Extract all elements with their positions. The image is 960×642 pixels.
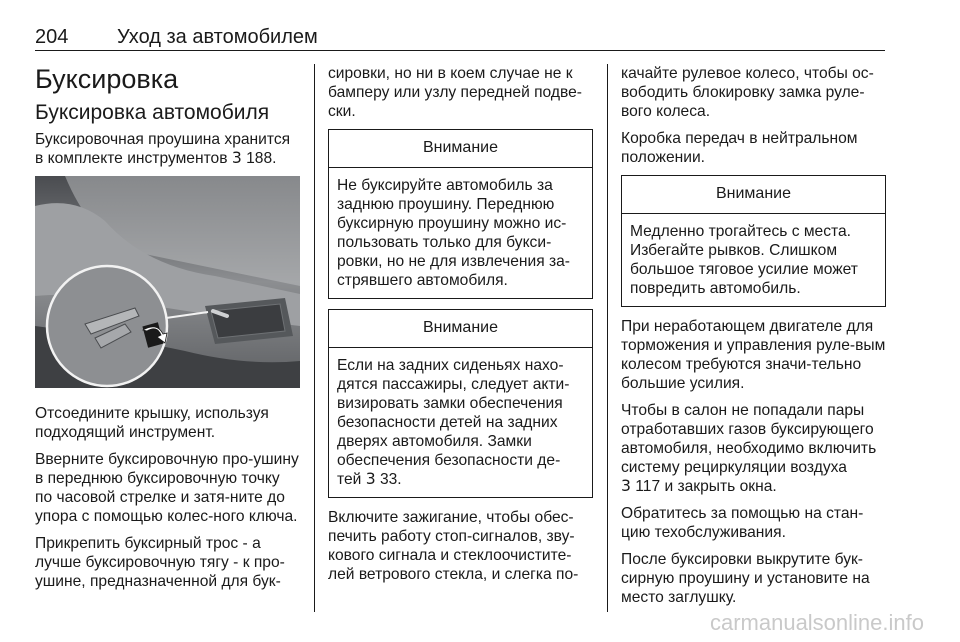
column-divider bbox=[607, 64, 608, 612]
column-right bbox=[621, 64, 886, 615]
paragraph: Вверните буксировочную про-ушину в переднюю буксировочную точку по часовой стрелке и затя-ните до упора с помощью колес-ного ключа. bbox=[35, 451, 299, 525]
paragraph: сировки, но ни в коем случае не к бамперу или узлу передней подве-ски. bbox=[328, 65, 582, 120]
warning-title: Внимание bbox=[329, 130, 592, 168]
warning-title: Внимание bbox=[622, 176, 885, 214]
page-number: 204 bbox=[35, 26, 69, 48]
intro-paragraph: Буксировочная проушина хранится в комплекте инструментов 3 188. bbox=[35, 131, 291, 167]
page-ref-arrow-icon: 3 bbox=[231, 149, 242, 167]
warning-body: Если на задних сиденьях нахо-дятся пассажиры, следует акти-визировать замки обеспечения безопасности детей на задних дверях автомобиля. Замки обеспечения безопасности де-тей 3 33. bbox=[337, 357, 570, 488]
warning-box bbox=[621, 175, 886, 307]
warning-box bbox=[328, 309, 593, 498]
warning-body: Медленно трогайтесь с места. Избегайте рывков. Слишком большое тяговое усилие может повредить автомобиль. bbox=[630, 223, 858, 297]
column-left bbox=[35, 64, 300, 599]
column-middle bbox=[328, 64, 593, 592]
section-heading: Буксировка bbox=[35, 64, 179, 94]
towing-eye-illustration bbox=[35, 176, 300, 388]
warning-box bbox=[328, 129, 593, 299]
page-ref-arrow-icon: 3 bbox=[365, 470, 376, 488]
chapter-title: Уход за автомобилем bbox=[117, 26, 318, 48]
warning-body: Не буксируйте автомобиль за заднюю проушину. Переднюю буксирную проушину можно ис-пользовать только для букси-ровки, но не для извлечения за-стрявшего автомобиля. bbox=[337, 177, 570, 289]
paragraph: Коробка передач в нейтральном положении. bbox=[621, 130, 858, 166]
page-ref: 188. bbox=[241, 150, 277, 167]
paragraph: Прикрепить буксирный трос - а лучше буксировочную тягу - к про-ушине, предназначенной для бук- bbox=[35, 535, 285, 590]
paragraph: качайте рулевое колесо, чтобы ос-вободить блокировку замка руле-вого колеса. bbox=[621, 65, 874, 120]
page-ref: 117 и закрыть окна. bbox=[630, 478, 777, 495]
paragraph: Обратитесь за помощью на стан-цию техобслуживания. bbox=[621, 505, 864, 541]
car-front-photo bbox=[35, 176, 300, 388]
paragraph: После буксировки выкрутите бук-сирную проушину и установите на место заглушку. bbox=[621, 551, 870, 606]
watermark: carmanualsonline.info bbox=[709, 610, 924, 635]
page-header bbox=[35, 26, 885, 51]
warning-title: Внимание bbox=[329, 310, 592, 348]
paragraph: Отсоедините крышку, используя подходящий инструмент. bbox=[35, 405, 269, 441]
column-divider bbox=[314, 64, 315, 612]
page-ref-arrow-icon: 3 bbox=[621, 477, 631, 495]
paragraph: Чтобы в салон не попадали пары отработавших газов буксирующего автомобиля, необходимо включить систему рециркуляции воздуха 3 117 и закрыть окна. bbox=[621, 402, 877, 495]
paragraph: При неработающем двигателе для торможения и управления руле-вым колесом требуются значи-тельно большие усилия. bbox=[621, 318, 886, 392]
subsection-heading: Буксировка автомобиля bbox=[35, 101, 270, 124]
paragraph: Включите зажигание, чтобы обес-печить работу стоп-сигналов, зву-кового сигнала и стеклоочистите-лей ветрового стекла, и слегка по- bbox=[328, 509, 579, 583]
page-ref: 33. bbox=[375, 471, 402, 488]
